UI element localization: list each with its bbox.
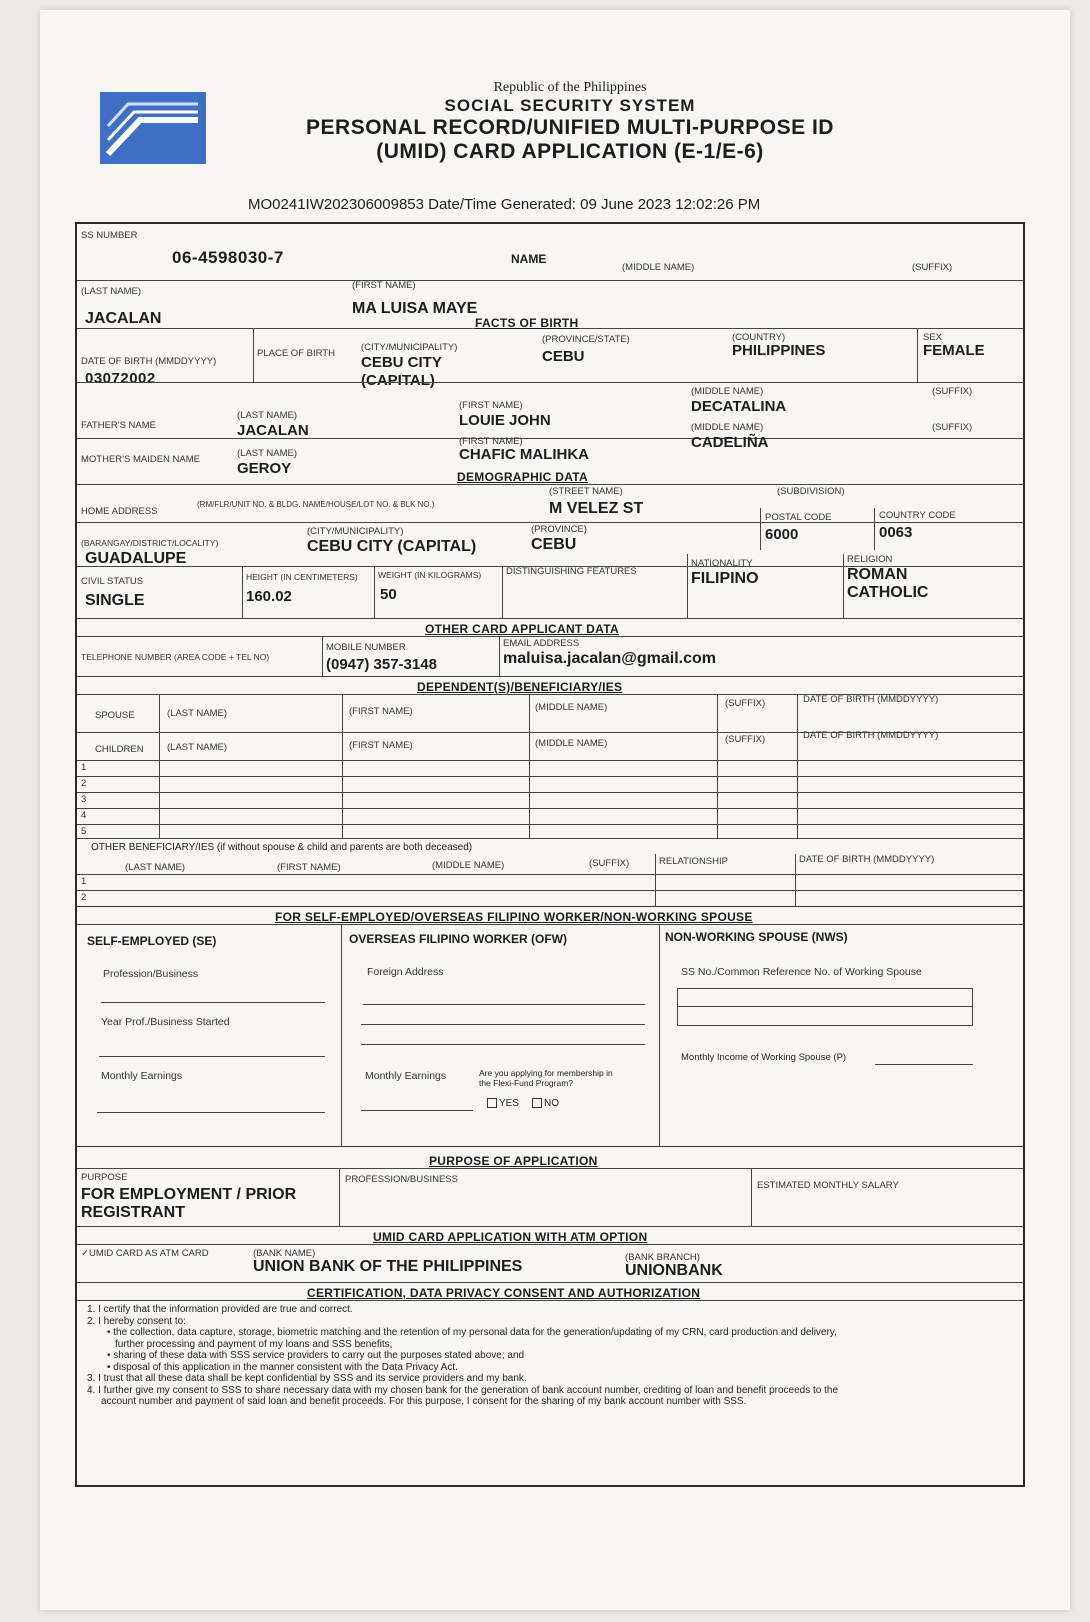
flexi-no-label: NO	[544, 1098, 559, 1109]
form-title-1: PERSONAL RECORD/UNIFIED MULTI-PURPOSE ID	[306, 116, 834, 139]
sex-value: FEMALE	[923, 342, 985, 359]
pob-label: PLACE OF BIRTH	[257, 348, 335, 359]
purpose-value-2: REGISTRANT	[81, 1204, 185, 1221]
cert-item-4b: account number and payment of said loan and benefit proceeds. For this purpose, I consent for the sharing of my bank account number with SSS.	[101, 1396, 747, 1407]
province-value: CEBU	[531, 536, 577, 553]
child-middle-label: (MIDDLE NAME)	[535, 738, 608, 749]
pob-province-label: (PROVINCE/STATE)	[542, 334, 630, 345]
religion-value-2: CATHOLIC	[847, 584, 929, 601]
mother-last-label: (LAST NAME)	[237, 448, 298, 459]
weight-label: WEIGHT (IN KILOGRAMS)	[378, 570, 482, 580]
dob-label: DATE OF BIRTH (MMDDYYYY)	[81, 356, 217, 367]
mother-suffix-label: (SUFFIX)	[932, 422, 973, 433]
bank-branch-label: (BANK BRANCH)	[625, 1252, 700, 1263]
spouse-label: SPOUSE	[95, 710, 135, 721]
home-address-label: HOME ADDRESS	[81, 506, 158, 517]
father-middle-value: DECATALINA	[691, 398, 787, 415]
ob-last-label: (LAST NAME)	[125, 862, 186, 873]
mother-middle-value: CADELIÑA	[691, 434, 769, 451]
cert-bullet-1: • the collection, data capture, storage, biometric matching and the retention of my personal data for the generation/updating of my CRN, card production and delivery,	[107, 1327, 837, 1338]
pob-city-value-2: (CAPITAL)	[361, 372, 435, 389]
purpose-value-1: FOR EMPLOYMENT / PRIOR	[81, 1186, 297, 1203]
spouse-dob-label: DATE OF BIRTH (MMDDYYYY)	[803, 694, 939, 705]
ofw-address-label: Foreign Address	[367, 966, 444, 978]
father-first-label: (FIRST NAME)	[459, 400, 523, 411]
civil-status-value: SINGLE	[85, 592, 145, 609]
ofw-earnings-label: Monthly Earnings	[365, 1070, 447, 1082]
cert-item-3: 3. I trust that all these data shall be kept confidential by SSS and its service providers and my bank.	[87, 1373, 527, 1384]
sex-label: SEX	[923, 332, 943, 343]
father-last-label: (LAST NAME)	[237, 410, 298, 421]
ob-row-1: 1	[81, 876, 87, 887]
father-label: FATHER'S NAME	[81, 420, 157, 431]
bank-branch-value: UNIONBANK	[625, 1262, 723, 1279]
nws-ssno-box[interactable]	[677, 988, 973, 1026]
certification-heading: CERTIFICATION, DATA PRIVACY CONSENT AND AUTHORIZATION	[307, 1286, 701, 1300]
se-earnings-label: Monthly Earnings	[101, 1070, 183, 1082]
postal-code-label: POSTAL CODE	[765, 512, 832, 523]
application-form	[75, 222, 1025, 1487]
child-first-label: (FIRST NAME)	[349, 740, 413, 751]
email-label: EMAIL ADDRESS	[503, 638, 580, 649]
mother-first-label: (FIRST NAME)	[459, 436, 523, 447]
ob-relationship-label: RELATIONSHIP	[659, 856, 728, 867]
province-label: (PROVINCE)	[531, 524, 587, 535]
cert-item-2: 2. I hereby consent to:	[87, 1315, 186, 1327]
religion-label: RELIGION	[847, 554, 893, 565]
agency-name: SOCIAL SECURITY SYSTEM	[444, 96, 696, 115]
nationality-value: FILIPINO	[691, 570, 759, 587]
other-beneficiaries-label: OTHER BENEFICIARY/IES (if without spouse & child and parents are both deceased)	[91, 842, 473, 853]
height-value: 160.02	[246, 588, 292, 605]
postal-code-value: 6000	[765, 526, 799, 543]
spouse-last-label: (LAST NAME)	[167, 708, 228, 719]
mother-middle-label: (MIDDLE NAME)	[691, 422, 764, 433]
child-dob-label: DATE OF BIRTH (MMDDYYYY)	[803, 730, 939, 741]
father-last-value: JACALAN	[237, 422, 309, 439]
street-value: M VELEZ ST	[549, 500, 644, 517]
last-name-value: JACALAN	[85, 310, 162, 327]
mother-last-value: GEROY	[237, 460, 292, 477]
other-card-heading: OTHER CARD APPLICANT DATA	[425, 622, 619, 636]
cert-bullet-2: • sharing of these data with SSS service providers to carry out the purposes stated above; and	[107, 1350, 525, 1361]
spouse-suffix-label: (SUFFIX)	[725, 698, 766, 709]
father-middle-label: (MIDDLE NAME)	[691, 386, 764, 397]
child-row-4: 4	[81, 810, 87, 821]
nws-ssno-label: SS No./Common Reference No. of Working Spouse	[681, 966, 922, 978]
flexi-yes-checkbox[interactable]	[487, 1098, 497, 1108]
nws-income-label: Monthly Income of Working Spouse (P)	[681, 1052, 847, 1063]
subdivision-label: (SUBDIVISION)	[777, 486, 845, 497]
civil-status-label: CIVIL STATUS	[81, 576, 144, 587]
salary-label: ESTIMATED MONTHLY SALARY	[757, 1180, 899, 1191]
country-code-value: 0063	[879, 524, 913, 541]
children-label: CHILDREN	[95, 744, 144, 755]
flexi-no-checkbox[interactable]	[532, 1098, 542, 1108]
pob-province-value: CEBU	[542, 348, 585, 365]
pob-city-value-1: CEBU CITY	[361, 354, 442, 371]
ofw-heading: OVERSEAS FILIPINO WORKER (OFW)	[349, 932, 567, 946]
purpose-label: PURPOSE	[81, 1172, 128, 1183]
flexi-yes-label: YES	[499, 1098, 520, 1109]
child-row-5: 5	[81, 826, 87, 837]
child-row-2: 2	[81, 778, 87, 789]
street-label: (STREET NAME)	[549, 486, 623, 497]
first-name-label: (FIRST NAME)	[352, 280, 416, 291]
child-last-label: (LAST NAME)	[167, 742, 228, 753]
first-name-value: MA LUISA MAYE	[352, 300, 478, 317]
republic-line: Republic of the Philippines	[493, 80, 647, 95]
home-address-sub-label: (RM/FLR/UNIT NO. & BLDG. NAME/HOUSE/LOT NO. & BLK NO.)	[197, 500, 435, 509]
ss-number-label: SS NUMBER	[81, 230, 138, 241]
bank-name-value: UNION BANK OF THE PHILIPPINES	[253, 1258, 523, 1275]
child-suffix-label: (SUFFIX)	[725, 734, 766, 745]
pob-country-label: (COUNTRY)	[732, 332, 786, 343]
form-title-2: (UMID) CARD APPLICATION (E-1/E-6)	[376, 140, 764, 163]
country-code-label: COUNTRY CODE	[879, 510, 956, 521]
cert-item-1: 1. I certify that the information provided are true and correct.	[87, 1304, 353, 1315]
se-heading: SELF-EMPLOYED (SE)	[87, 934, 217, 948]
flexi-no-option[interactable]	[532, 1098, 559, 1109]
weight-value: 50	[380, 586, 397, 603]
last-name-label: (LAST NAME)	[81, 286, 142, 297]
se-profession-label: Profession/Business	[103, 968, 199, 980]
dependents-heading: DEPENDENT(S)/BENEFICIARY/IES	[417, 680, 623, 694]
ob-suffix-label: (SUFFIX)	[589, 858, 630, 869]
cert-bullet-3: • disposal of this application in the manner consistent with the Data Privacy Act.	[107, 1361, 458, 1373]
suffix-label: (SUFFIX)	[912, 262, 953, 273]
flexi-yes-option[interactable]	[487, 1098, 519, 1109]
pob-country-value: PHILIPPINES	[732, 342, 826, 359]
demographic-heading: DEMOGRAPHIC DATA	[457, 470, 589, 484]
pob-city-label: (CITY/MUNICIPALITY)	[361, 342, 458, 353]
ob-first-label: (FIRST NAME)	[277, 862, 341, 873]
atm-card-option[interactable]	[81, 1248, 209, 1259]
se-year-label: Year Prof./Business Started	[101, 1016, 230, 1028]
profession-label: PROFESSION/BUSINESS	[345, 1174, 458, 1185]
mobile-label: MOBILE NUMBER	[326, 642, 406, 653]
city-label: (CITY/MUNICIPALITY)	[307, 526, 404, 537]
flexi-fund-question-2: the Flexi-Fund Program?	[479, 1078, 574, 1088]
cert-item-4: 4. I further give my consent to SSS to share necessary data with my chosen bank for the generation of bank account number, crediting of loan and benefit proceeds to the	[87, 1384, 839, 1396]
flexi-fund-question-1: Are you applying for membership in	[479, 1068, 613, 1078]
ob-middle-label: (MIDDLE NAME)	[432, 860, 505, 871]
se-ofw-nws-heading: FOR SELF-EMPLOYED/OVERSEAS FILIPINO WORKER/NON-WORKING SPOUSE	[275, 910, 753, 924]
bank-name-label: (BANK NAME)	[253, 1248, 316, 1259]
father-first-value: LOUIE JOHN	[459, 412, 551, 429]
certification-text	[87, 1304, 1012, 1408]
cert-bullet-1b: further processing and payment of my loans and SSS benefits,	[115, 1338, 393, 1350]
spouse-first-label: (FIRST NAME)	[349, 706, 413, 717]
child-row-1: 1	[81, 762, 87, 773]
check-icon: ✓	[81, 1248, 89, 1259]
spouse-middle-label: (MIDDLE NAME)	[535, 702, 608, 713]
email-value: maluisa.jacalan@gmail.com	[503, 650, 717, 667]
barangay-value: GUADALUPE	[85, 550, 187, 567]
facts-of-birth-heading: FACTS OF BIRTH	[475, 316, 579, 330]
nationality-label: NATIONALITY	[691, 558, 753, 569]
mother-first-value: CHAFIC MALIHKA	[459, 446, 589, 463]
features-label: DISTINGUISHING FEATURES	[506, 566, 637, 577]
ob-dob-label: DATE OF BIRTH (MMDDYYYY)	[799, 854, 935, 865]
father-suffix-label: (SUFFIX)	[932, 386, 973, 397]
mother-label: MOTHER'S MAIDEN NAME	[81, 454, 200, 465]
ss-number-value: 06-4598030-7	[172, 248, 284, 267]
atm-heading: UMID CARD APPLICATION WITH ATM OPTION	[373, 1230, 648, 1244]
ob-row-2: 2	[81, 892, 87, 903]
height-label: HEIGHT (IN CENTIMETERS)	[246, 572, 358, 582]
telephone-label: TELEPHONE NUMBER (AREA CODE + TEL NO)	[81, 652, 270, 662]
dob-value: 03072002	[85, 370, 156, 387]
mobile-value: (0947) 357-3148	[326, 656, 437, 673]
name-label: NAME	[511, 252, 547, 266]
generated-info: MO0241IW202306009853 Date/Time Generated: 09 June 2023 12:02:26 PM	[248, 196, 761, 213]
purpose-heading: PURPOSE OF APPLICATION	[429, 1154, 598, 1168]
atm-card-label: UMID CARD AS ATM CARD	[88, 1248, 209, 1259]
city-value: CEBU CITY (CAPITAL)	[307, 538, 477, 555]
religion-value-1: ROMAN	[847, 566, 908, 583]
sss-logo-icon	[100, 92, 206, 164]
middle-name-label: (MIDDLE NAME)	[622, 262, 695, 273]
barangay-label: (BARANGAY/DISTRICT/LOCALITY)	[81, 538, 219, 548]
child-row-3: 3	[81, 794, 87, 805]
nws-heading: NON-WORKING SPOUSE (NWS)	[665, 930, 848, 944]
